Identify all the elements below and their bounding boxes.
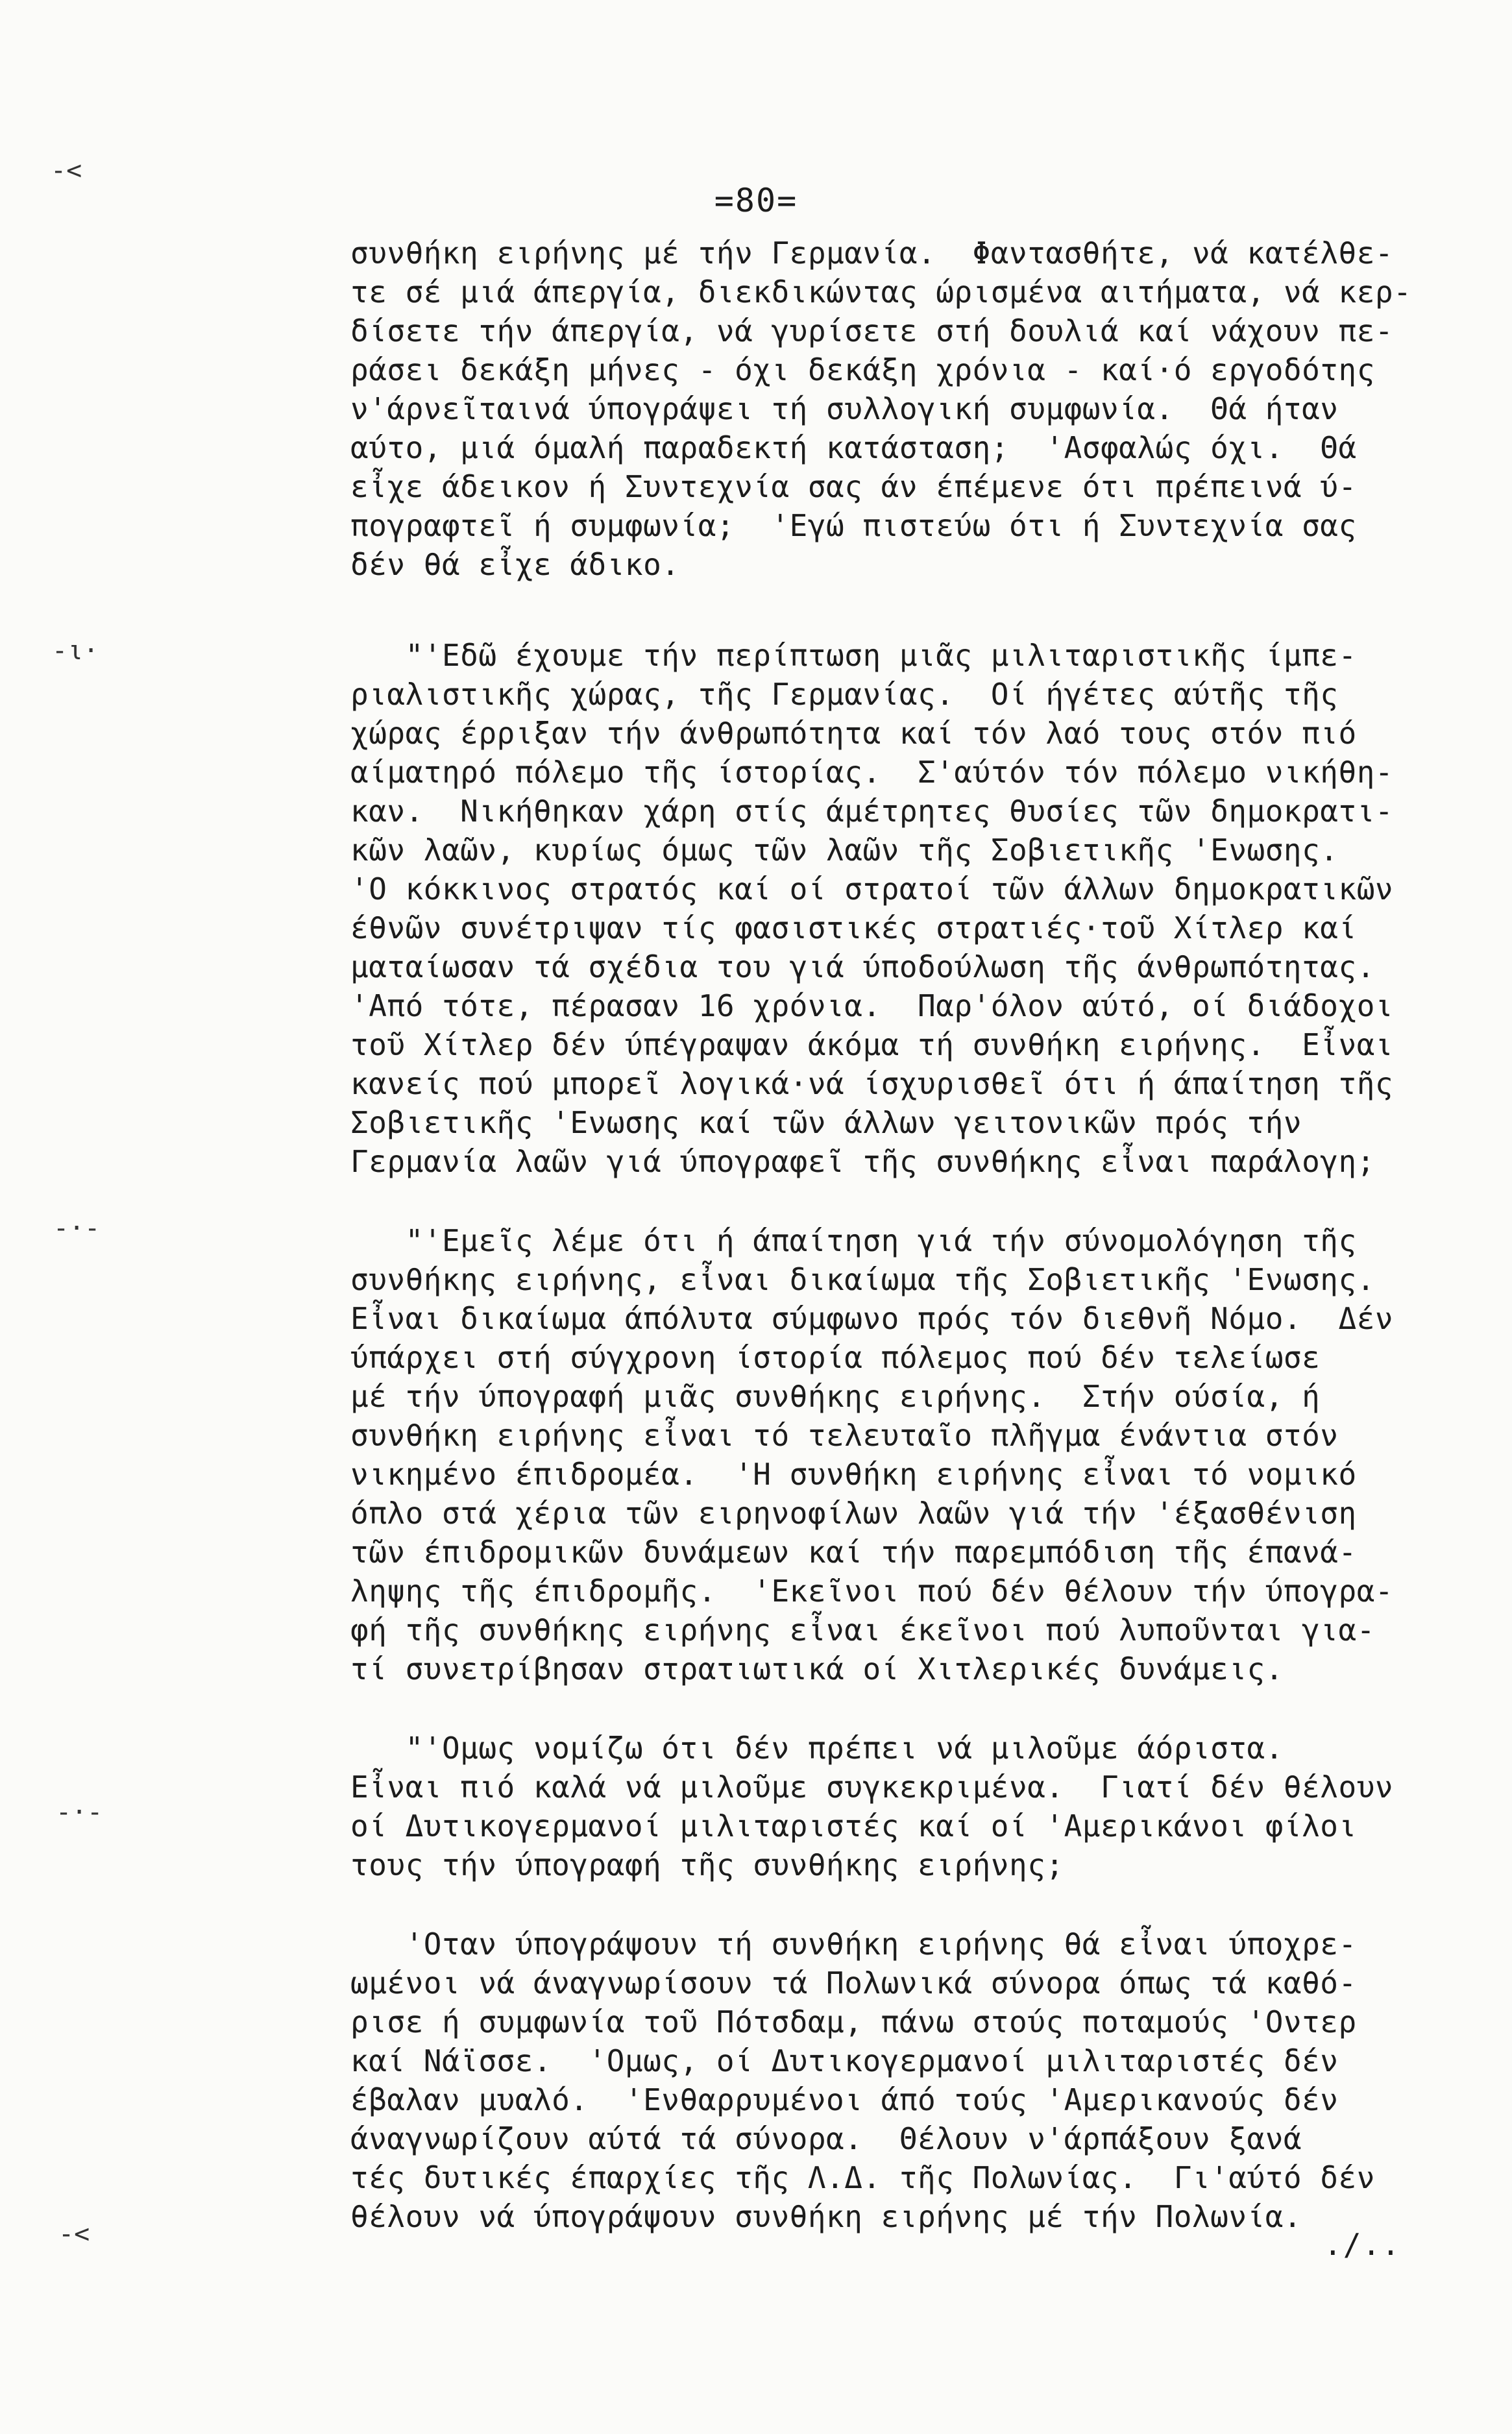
text-line: 'Από τότε, πέρασαν 16 χρόνια. Παρ'όλον αύτό, οί διάδοχοι bbox=[350, 988, 1394, 1023]
page-number: =80= bbox=[714, 182, 798, 219]
text-line: εἶχε άδεικον ή Συντεχνία σας άν έπέμενε ότι πρέπεινά ύ- bbox=[350, 469, 1357, 504]
text-line: 'Ο κόκκινος στρατός καί οί στρατοί τῶν άλλων δημοκρατικῶν bbox=[350, 871, 1394, 907]
text-line: τῶν έπιδρομικῶν δυνάμεων καί τήν παρεμπόδιση τῆς έπανά- bbox=[350, 1535, 1357, 1570]
text-line: αίματηρό πόλεμο τῆς ίστορίας. Σ'αύτόν τόν πόλεμο νικήθη- bbox=[350, 755, 1394, 790]
text-line: έβαλαν μυαλό. 'Ενθαρρυμένοι άπό τούς 'Αμερικανούς δέν bbox=[350, 2082, 1339, 2117]
text-line: κῶν λαῶν, κυρίως όμως τῶν λαῶν τῆς Σοβιετικῆς 'Ενωσης. bbox=[350, 833, 1339, 868]
text-line: καί Νάϊσσε. 'Ομως, οί Δυτικογερμανοί μιλιταριστές δέν bbox=[350, 2043, 1339, 2078]
text-line: τοῦ Χίτλερ δέν ύπέγραψαν άκόμα τή συνθήκη ειρήνης. Εἶναι bbox=[350, 1027, 1394, 1062]
paragraph bbox=[350, 1221, 1493, 1688]
paragraph bbox=[350, 1925, 1493, 2236]
text-line: δίσετε τήν άπεργία, νά γυρίσετε στή δουλιά καί νάχουν πε- bbox=[350, 313, 1394, 348]
text-line: Εἶναι δικαίωμα άπόλυτα σύμφωνο πρός τόν διεθνῆ Νόμο. Δέν bbox=[350, 1301, 1394, 1336]
text-line: οί Δυτικογερμανοί μιλιταριστές καί οί 'Αμερικάνοι φίλοι bbox=[350, 1808, 1357, 1844]
text-line: καν. Νικήθηκαν χάρη στίς άμέτρητες θυσίες τῶν δημοκρατι- bbox=[350, 794, 1394, 829]
text-line: ύπάρχει στή σύγχρονη ίστορία πόλεμος πού δέν τελείωσε bbox=[350, 1340, 1321, 1375]
text-line: Γερμανία λαῶν γιά ύπογραφεῖ τῆς συνθήκης εἶναι παράλογη; bbox=[350, 1144, 1375, 1179]
margin-mark: -< bbox=[51, 156, 82, 186]
text-line: ν'άρνεῖταινά ύπογράψει τή συλλογική συμφωνία. Θά ήταν bbox=[350, 391, 1339, 426]
text-line: θέλουν νά ύπογράψουν συνθήκη ειρήνης μέ τήν Πολωνία. bbox=[350, 2199, 1302, 2234]
text-line: συνθήκη ειρήνης μέ τήν Γερμανία. Φαντασθήτε, νά κατέλθε- bbox=[350, 236, 1394, 271]
continuation-mark: ./.. bbox=[1324, 2227, 1401, 2262]
text-line: τε σέ μιά άπεργία, διεκδικώντας ώρισμένα αιτήματα, νά κερ- bbox=[350, 274, 1412, 310]
text-line: τές δυτικές έπαρχίες τῆς Λ.Δ. τῆς Πολωνίας. Γι'αύτό δέν bbox=[350, 2160, 1375, 2195]
paragraph bbox=[350, 1729, 1493, 1884]
text-line: ράσει δεκάξη μήνες - όχι δεκάξη χρόνια - καί·ό εργοδότης bbox=[350, 352, 1375, 387]
text-line: έθνῶν συνέτριψαν τίς φασιστικές στρατιές·τοῦ Χίτλερ καί bbox=[350, 910, 1357, 945]
text-line: αύτο, μιά όμαλή παραδεκτή κατάσταση; 'Ασφαλώς όχι. Θά bbox=[350, 430, 1357, 465]
text-line: κανείς πού μπορεῖ λογικά·νά ίσχυρισθεῖ ότι ή άπαίτηση τῆς bbox=[350, 1066, 1394, 1101]
text-line: Σοβιετικῆς 'Ενωσης καί τῶν άλλων γειτονικῶν πρός τήν bbox=[350, 1105, 1302, 1140]
text-line: ριαλιστικῆς χώρας, τῆς Γερμανίας. Οί ήγέτες αύτῆς τῆς bbox=[350, 677, 1339, 712]
margin-mark: -·- bbox=[53, 1213, 101, 1243]
paragraph bbox=[350, 636, 1493, 1181]
text-line: δέν θά εἶχε άδικο. bbox=[350, 547, 680, 582]
document-body bbox=[350, 234, 1493, 2236]
text-line: "'Εδῶ έχουμε τήν περίπτωση μιᾶς μιλιταριστικῆς ίμπε- bbox=[350, 638, 1357, 673]
text-line: τί συνετρίβησαν στρατιωτικά οί Χιτλερικές δυνάμεις. bbox=[350, 1651, 1284, 1686]
text-line: ματαίωσαν τά σχέδια του γιά ύποδούλωση τῆς άνθρωπότητας. bbox=[350, 949, 1375, 984]
text-line: χώρας έρριξαν τήν άνθρωπότητα καί τόν λαό τους στόν πιό bbox=[350, 716, 1357, 751]
text-line: ρισε ή συμφωνία τοῦ Πότσδαμ, πάνω στούς ποταμούς 'Οντερ bbox=[350, 2004, 1357, 2039]
paragraph bbox=[350, 234, 1493, 584]
margin-mark: -·- bbox=[56, 1797, 103, 1827]
text-line: "'Ομως νομίζω ότι δέν πρέπει νά μιλοῦμε άόριστα. bbox=[350, 1731, 1284, 1766]
margin-mark: -< bbox=[58, 2219, 90, 2249]
text-line: Εἶναι πιό καλά νά μιλοῦμε συγκεκριμένα. Γιατί δέν θέλουν bbox=[350, 1770, 1394, 1805]
text-line: φή τῆς συνθήκης ειρήνης εἶναι έκεῖνοι πού λυποῦνται για- bbox=[350, 1613, 1375, 1648]
text-line: συνθήκη ειρήνης εἶναι τό τελευταῖο πλῆγμα ένάντια στόν bbox=[350, 1418, 1339, 1453]
text-line: νικημένο έπιδρομέα. 'Η συνθήκη ειρήνης εἶναι τό νομικό bbox=[350, 1457, 1357, 1492]
text-line: τους τήν ύπογραφή τῆς συνθήκης ειρήνης; bbox=[350, 1847, 1064, 1882]
text-line: όπλο στά χέρια τῶν ειρηνοφίλων λαῶν γιά τήν 'έξασθένιση bbox=[350, 1496, 1357, 1531]
text-line: άναγνωρίζουν αύτά τά σύνορα. Θέλουν ν'άρπάξουν ξανά bbox=[350, 2121, 1302, 2156]
text-line: 'Οταν ύπογράψουν τή συνθήκη ειρήνης θά εἶναι ύποχρε- bbox=[350, 1927, 1357, 1962]
text-line: ωμένοι νά άναγνωρίσουν τά Πολωνικά σύνορα όπως τά καθό- bbox=[350, 1965, 1357, 2001]
text-line: πογραφτεῖ ή συμφωνία; 'Εγώ πιστεύω ότι ή Συντεχνία σας bbox=[350, 508, 1357, 543]
text-line: "'Εμεῖς λέμε ότι ή άπαίτηση γιά τήν σύνομολόγηση τῆς bbox=[350, 1223, 1357, 1258]
text-line: μέ τήν ύπογραφή μιᾶς συνθήκης ειρήνης. Στήν ούσία, ή bbox=[350, 1379, 1321, 1414]
text-line: ληψης τῆς έπιδρομῆς. 'Εκεῖνοι πού δέν θέλουν τήν ύπογρα- bbox=[350, 1574, 1394, 1609]
margin-mark: -ι· bbox=[52, 636, 99, 666]
text-line: συνθήκης ειρήνης, εἶναι δικαίωμα τῆς Σοβιετικῆς 'Ενωσης. bbox=[350, 1262, 1375, 1297]
